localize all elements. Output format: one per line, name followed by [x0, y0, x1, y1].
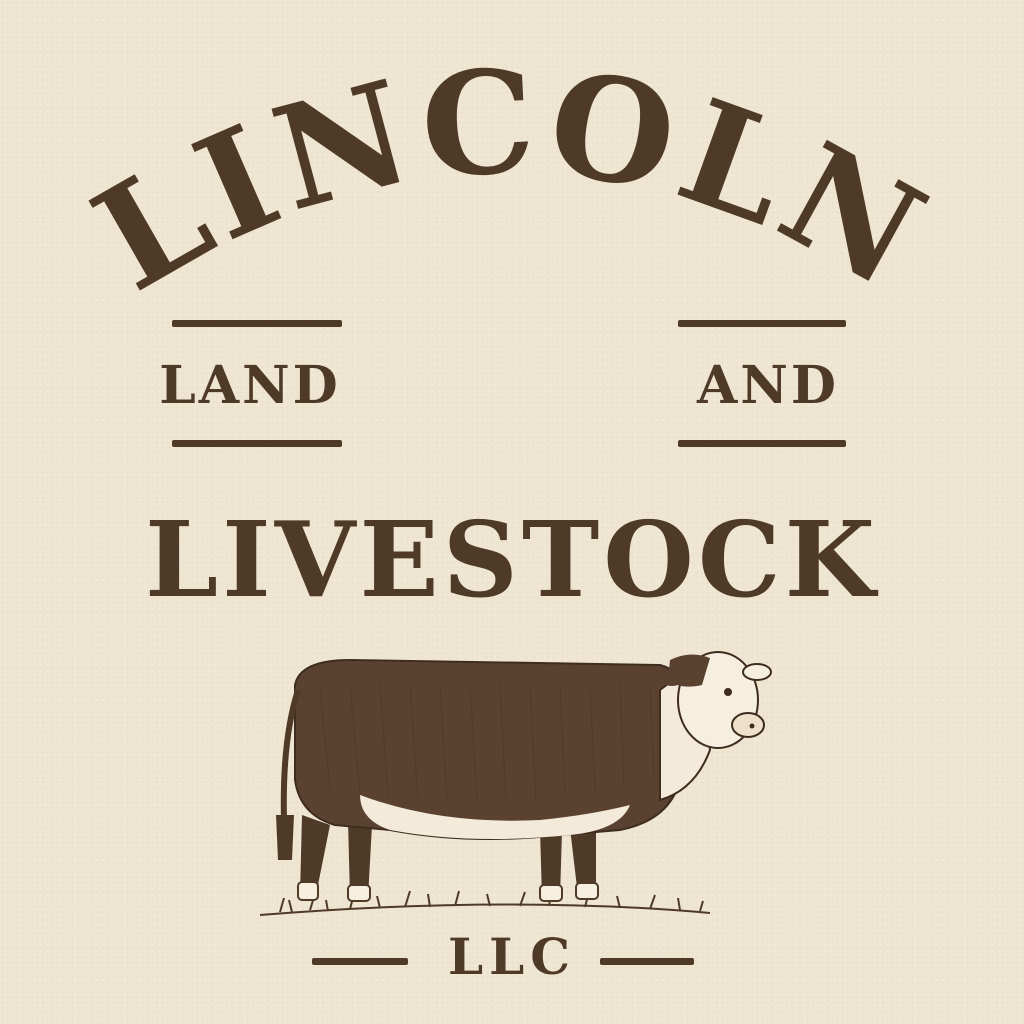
divider-rule [678, 440, 846, 447]
and-word: AND [697, 355, 839, 416]
divider-rule [172, 440, 342, 447]
livestock-word: LIVESTOCK [145, 498, 879, 621]
divider-rule [678, 320, 846, 327]
company-title [0, 60, 1024, 300]
llc-suffix: LLC [447, 927, 577, 986]
cow-body [295, 660, 685, 839]
divider-rule [600, 958, 694, 965]
divider-rule [172, 320, 342, 327]
divider-rule [312, 958, 408, 965]
company-title-text: LINCOLN [68, 60, 955, 300]
hereford-bull-icon [240, 630, 780, 930]
grass-icon [260, 891, 710, 915]
land-word: LAND [159, 355, 341, 416]
svg-text:LINCOLN [69, 60, 954, 300]
